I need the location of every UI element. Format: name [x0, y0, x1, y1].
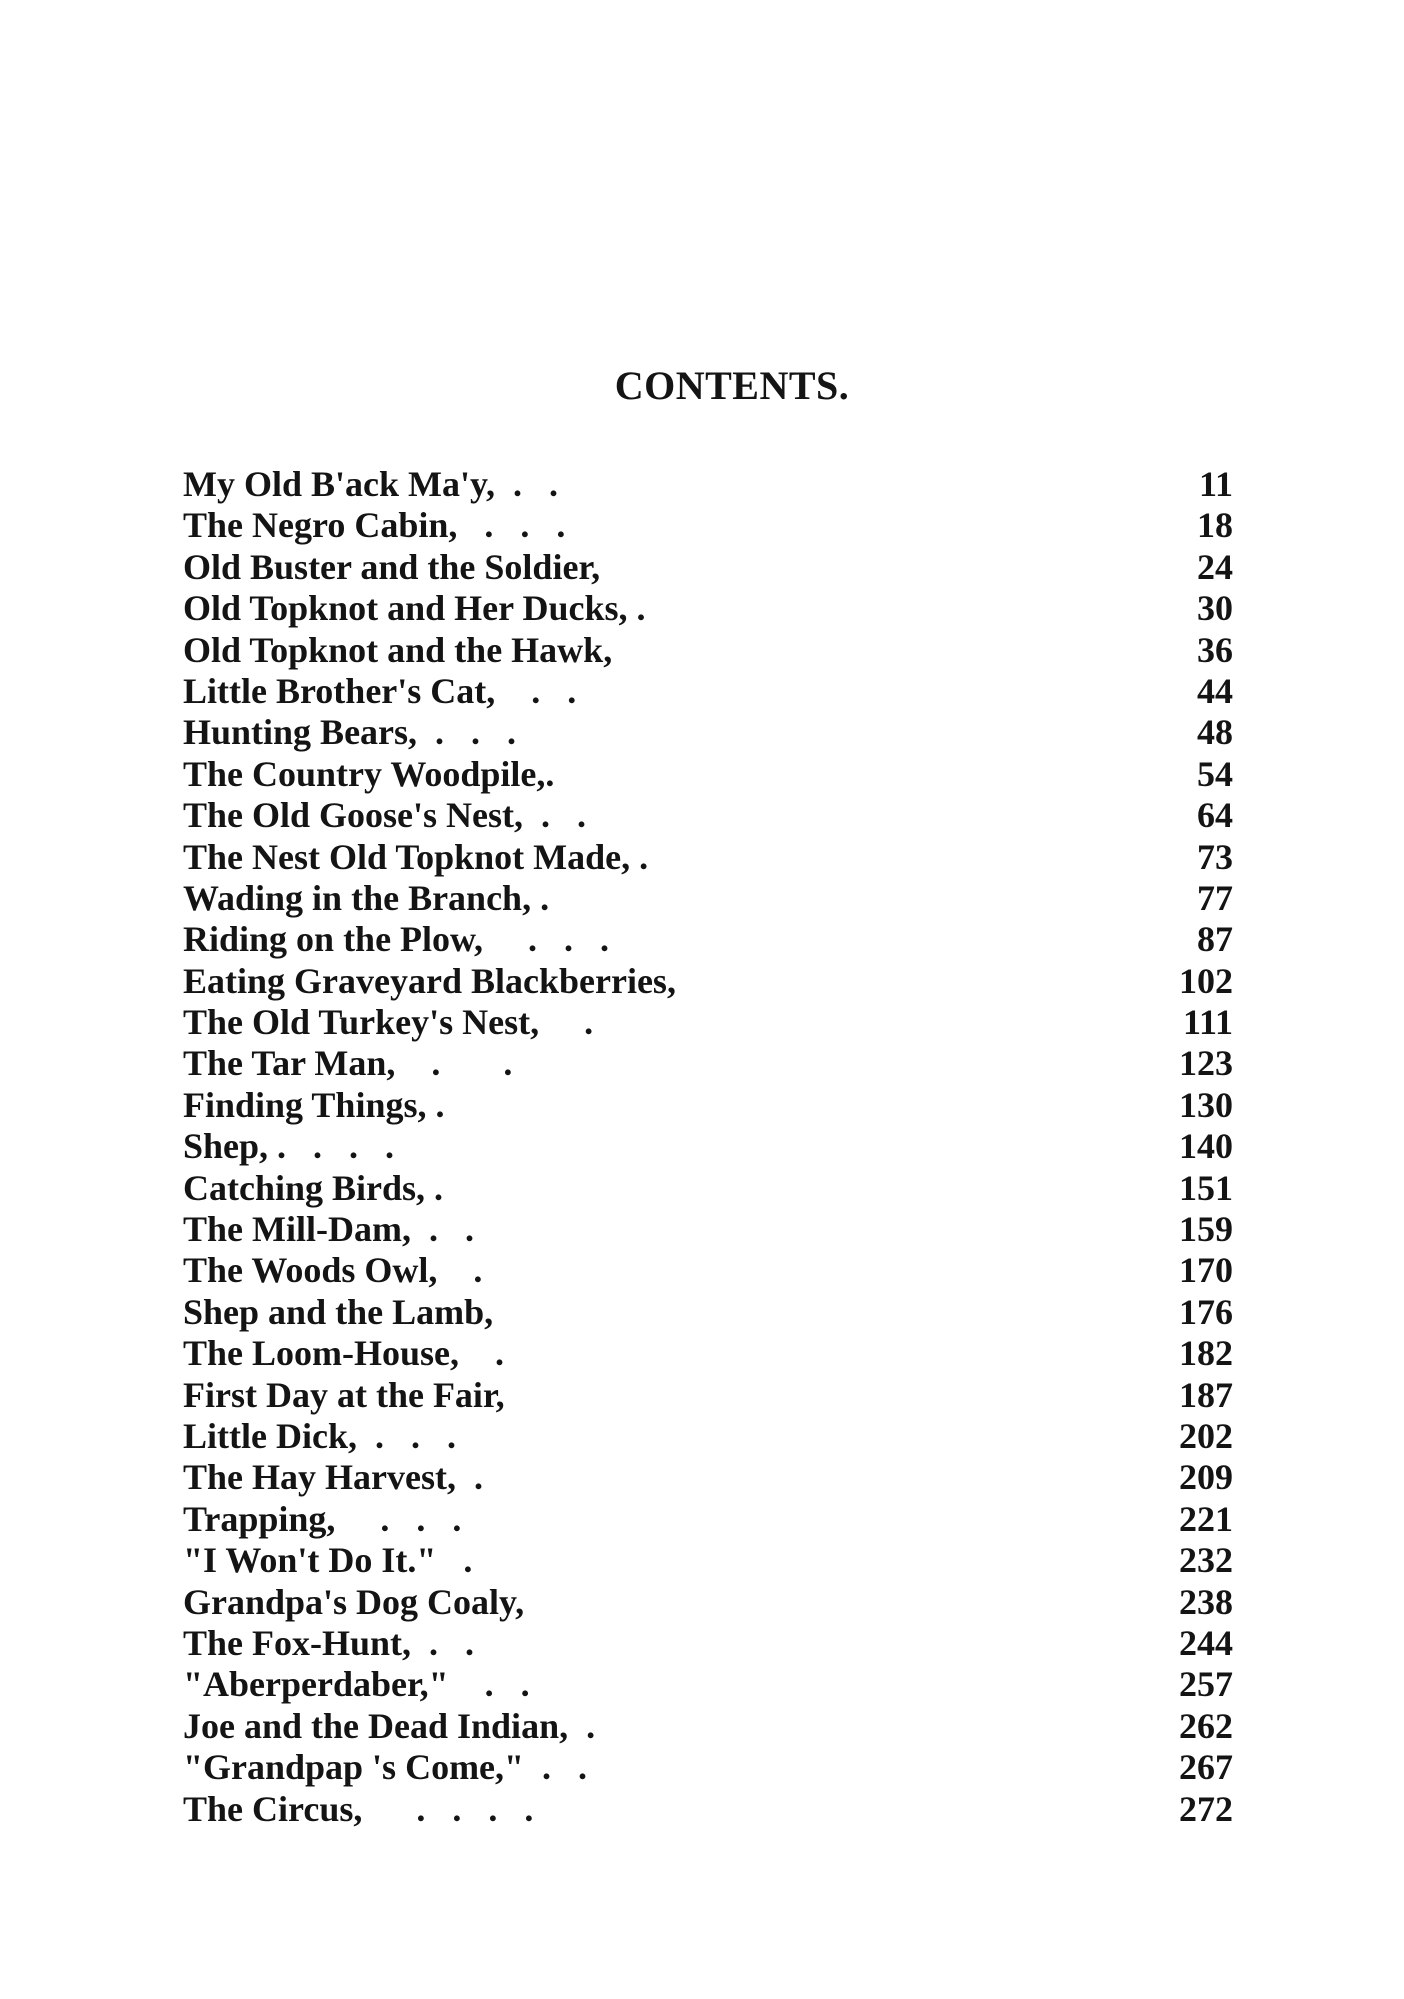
- toc-entry-title: The Negro Cabin, . . .: [183, 505, 566, 546]
- toc-entry-page-number: 111: [1182, 1002, 1233, 1043]
- toc-entry-page-number: 176: [1179, 1291, 1233, 1332]
- toc-entry-title: Old Topknot and the Hawk,: [183, 629, 613, 670]
- toc-entry-page-number: 238: [1179, 1581, 1233, 1622]
- toc-entry-title: The Hay Harvest, .: [183, 1457, 483, 1498]
- toc-entry-title: Eating Graveyard Blackberries,: [183, 960, 676, 1001]
- toc-entry-page-number: 262: [1179, 1705, 1233, 1746]
- toc-entry-page-number: 123: [1179, 1043, 1233, 1084]
- toc-entry-page-number: 267: [1179, 1747, 1233, 1788]
- toc-entry-page-number: 202: [1179, 1415, 1233, 1456]
- toc-entry-page-number: 272: [1179, 1788, 1233, 1829]
- toc-entry-page-number: 232: [1179, 1540, 1233, 1581]
- toc-entry-page-number: 36: [1197, 629, 1233, 670]
- toc-entry-page-number: 140: [1179, 1126, 1233, 1167]
- toc-entry: [183, 1623, 1233, 1664]
- toc-entry-page-number: 244: [1179, 1622, 1233, 1663]
- toc-entry-title: The Tar Man, . .: [183, 1043, 513, 1084]
- toc-entry: [183, 712, 1233, 753]
- toc-entry-page-number: 48: [1197, 712, 1233, 753]
- toc-entry-title: Finding Things, .: [183, 1084, 445, 1125]
- toc-entry-page-number: 102: [1179, 960, 1233, 1001]
- toc-entry: [183, 671, 1233, 712]
- toc-entry-title: My Old B'ack Ma'y, . .: [183, 464, 559, 504]
- toc-entry-page-number: 187: [1179, 1374, 1233, 1415]
- toc-entry: [183, 1126, 1233, 1167]
- toc-entry: [183, 1416, 1233, 1457]
- toc-entry-page-number: 257: [1179, 1664, 1233, 1705]
- toc-entry-page-number: 182: [1179, 1333, 1233, 1374]
- toc-entry: [183, 1499, 1233, 1540]
- toc-entry-title: "Grandpap 's Come," . .: [183, 1747, 588, 1788]
- table-of-contents: [183, 464, 1233, 1830]
- toc-entry: [183, 1706, 1233, 1747]
- toc-entry-page-number: 221: [1179, 1498, 1233, 1539]
- toc-entry-page-number: 159: [1179, 1209, 1233, 1250]
- toc-entry: [183, 1789, 1233, 1830]
- toc-entry-page-number: 44: [1197, 670, 1233, 711]
- toc-entry: [183, 1333, 1233, 1374]
- toc-entry-title: The Circus, . . . .: [183, 1788, 534, 1829]
- toc-entry-page-number: 64: [1197, 795, 1233, 836]
- toc-entry: [183, 795, 1233, 836]
- toc-entry-title: The Country Woodpile,.: [183, 753, 555, 794]
- toc-entry-title: Trapping, . . .: [183, 1498, 462, 1539]
- toc-entry-title: "Aberperdaber," . .: [183, 1664, 530, 1705]
- toc-entry: [183, 1375, 1233, 1416]
- toc-entry-title: The Loom-House, .: [183, 1333, 505, 1374]
- toc-entry-title: Hunting Bears, . . .: [183, 712, 517, 753]
- toc-entry-title: Shep and the Lamb,: [183, 1291, 494, 1332]
- toc-entry-title: The Old Turkey's Nest, .: [183, 1002, 594, 1043]
- toc-entry-title: Joe and the Dead Indian, .: [183, 1705, 596, 1746]
- toc-entry-title: The Woods Owl, .: [183, 1250, 483, 1291]
- toc-entry: [183, 837, 1233, 878]
- toc-entry-page-number: 73: [1197, 836, 1233, 877]
- toc-entry: [183, 505, 1233, 546]
- toc-entry-title: Grandpa's Dog Coaly,: [183, 1581, 525, 1622]
- toc-entry-title: The Fox-Hunt, . .: [183, 1622, 475, 1663]
- contents-heading: CONTENTS.: [614, 363, 850, 408]
- toc-entry-title: "I Won't Do It." .: [183, 1540, 473, 1581]
- toc-entry-page-number: 209: [1179, 1457, 1233, 1498]
- toc-entry-title: Wading in the Branch, .: [183, 877, 550, 918]
- toc-entry-title: The Nest Old Topknot Made, .: [183, 836, 649, 877]
- toc-entry-page-number: 11: [1198, 464, 1233, 504]
- toc-entry-page-number: 77: [1197, 877, 1233, 918]
- toc-entry-title: Little Dick, . . .: [183, 1415, 456, 1456]
- toc-entry-page-number: 18: [1197, 505, 1233, 546]
- toc-entry: [183, 1540, 1233, 1581]
- toc-entry-title: Shep, . . . .: [183, 1126, 395, 1167]
- toc-entry: [183, 878, 1233, 919]
- toc-entry: [183, 1292, 1233, 1333]
- toc-entry: [183, 1002, 1233, 1043]
- toc-entry: [183, 1043, 1233, 1084]
- toc-entry: [183, 1664, 1233, 1705]
- toc-entry: [183, 1209, 1233, 1250]
- toc-entry: [183, 1582, 1233, 1623]
- toc-entry: [183, 1085, 1233, 1126]
- toc-entry-page-number: 24: [1197, 546, 1233, 587]
- toc-entry: [183, 464, 1233, 505]
- toc-entry-title: Old Topknot and Her Ducks, .: [183, 588, 646, 629]
- toc-entry: [183, 919, 1233, 960]
- toc-entry-page-number: 54: [1197, 753, 1233, 794]
- toc-entry: [183, 588, 1233, 629]
- toc-entry: [183, 1747, 1233, 1788]
- toc-entry-title: The Mill-Dam, . .: [183, 1209, 474, 1250]
- toc-entry-page-number: 130: [1179, 1084, 1233, 1125]
- toc-entry: [183, 1168, 1233, 1209]
- toc-entry-page-number: 170: [1179, 1250, 1233, 1291]
- toc-entry-title: Riding on the Plow, . . .: [183, 919, 610, 960]
- toc-entry-title: First Day at the Fair,: [183, 1374, 505, 1415]
- toc-entry: [183, 630, 1233, 671]
- toc-entry: [183, 961, 1233, 1002]
- toc-entry: [183, 1457, 1233, 1498]
- toc-entry-title: Catching Birds, .: [183, 1167, 444, 1208]
- toc-entry: [183, 1250, 1233, 1291]
- toc-entry-page-number: 151: [1179, 1167, 1233, 1208]
- toc-entry-page-number: 87: [1197, 919, 1233, 960]
- toc-entry-title: Little Brother's Cat, . .: [183, 670, 577, 711]
- toc-entry: [183, 754, 1233, 795]
- toc-entry-title: The Old Goose's Nest, . .: [183, 795, 587, 836]
- toc-entry-page-number: 30: [1197, 588, 1233, 629]
- toc-entry-title: Old Buster and the Soldier,: [183, 546, 601, 587]
- toc-entry: [183, 547, 1233, 588]
